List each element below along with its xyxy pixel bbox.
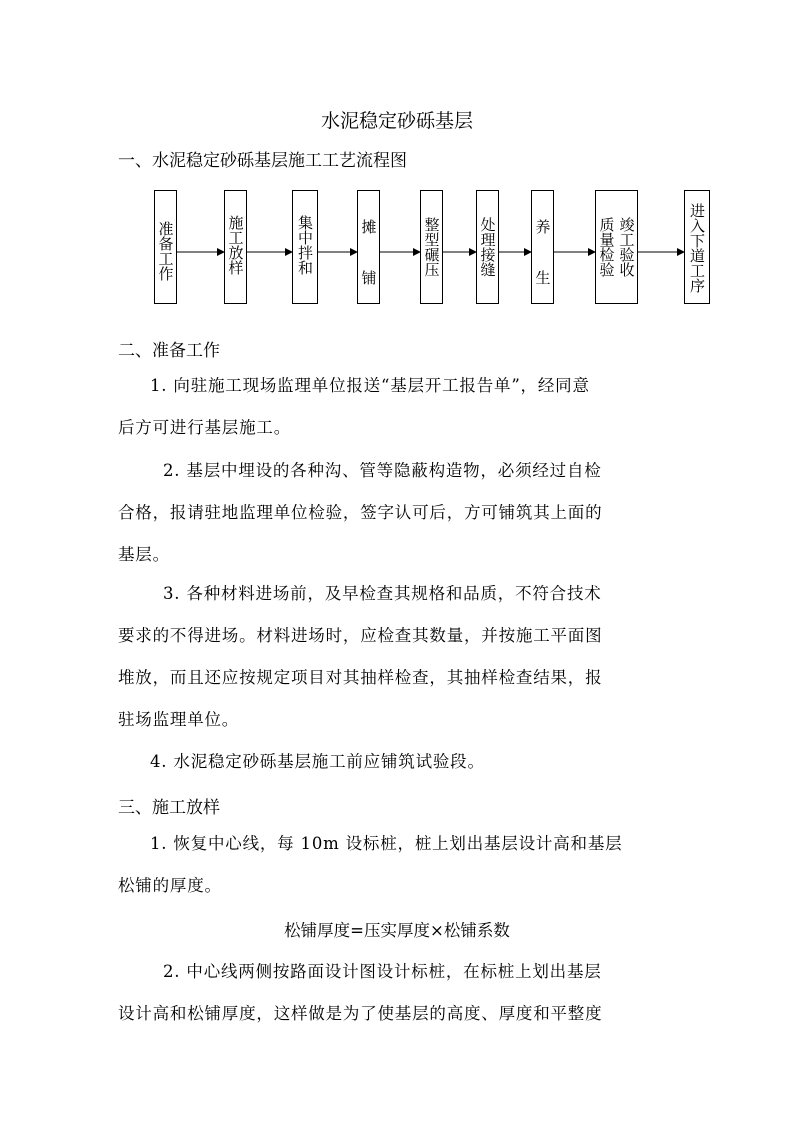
text-line: 基层。 xyxy=(118,545,170,564)
flow-step-label: 整型碾压 xyxy=(422,217,441,277)
flow-arrows xyxy=(0,0,794,330)
flow-step-compaction xyxy=(420,190,443,304)
paragraph-prep-1 xyxy=(118,365,676,449)
flow-step-label: 施工放样 xyxy=(226,215,245,275)
text-line: 堆放，而且还应按规定项目对其抽样检查，其抽样检查结果，报 xyxy=(118,668,603,687)
flow-step-label: 质量检验 xyxy=(597,217,616,277)
section-heading-flowchart: 一、水泥稳定砂砾基层施工工艺流程图 xyxy=(118,151,407,171)
flow-step-label: 养 生 xyxy=(533,219,552,285)
flow-step-curing xyxy=(531,190,554,304)
flow-step-label: 集中拌和 xyxy=(296,215,314,275)
paragraph-setout-2 xyxy=(118,951,676,1035)
flow-step-label: 竣工验收 xyxy=(617,217,636,277)
text-line: 1. 向驻施工现场监理单位报送“基层开工报告单”，经同意 xyxy=(150,376,590,395)
flow-step-label: 进入下道工序 xyxy=(688,203,706,293)
text-line: 松铺的厚度。 xyxy=(118,876,222,895)
flow-step-setout xyxy=(224,190,247,304)
flow-step-next xyxy=(684,190,710,304)
text-line: 驻场监理单位。 xyxy=(118,710,240,729)
text-line: 2. 中心线两侧按路面设计图设计标桩，在标桩上划出基层 xyxy=(163,962,602,981)
paragraph-prep-4 xyxy=(118,741,676,783)
paragraph-setout-1 xyxy=(118,823,676,907)
text-line: 3. 各种材料进场前，及早检查其规格和品质，不符合技术 xyxy=(163,584,602,603)
flow-step-label: 摊 铺 xyxy=(359,219,378,285)
document-title: 水泥稳定砂砾基层 xyxy=(320,110,473,132)
text-line: 后方可进行基层施工。 xyxy=(118,418,291,437)
paragraph-prep-3 xyxy=(118,573,676,741)
text-line: 4. 水泥稳定砂砾基层施工前应铺筑试验段。 xyxy=(150,752,485,771)
flow-step-mixing xyxy=(292,190,318,304)
section-heading-preparation: 二、准备工作 xyxy=(118,341,220,361)
paragraph-prep-2 xyxy=(118,450,676,576)
flow-step-paving xyxy=(357,190,380,304)
flow-step-joints xyxy=(476,190,499,304)
text-line: 1. 恢复中心线，每 10m 设标桩，桩上划出基层设计高和基层 xyxy=(150,834,623,853)
section-heading-setout: 三、施工放样 xyxy=(118,798,220,818)
text-line: 2. 基层中埋设的各种沟、管等隐蔽构造物，必须经过自检 xyxy=(163,461,602,480)
flow-step-label: 准备工作 xyxy=(156,221,175,281)
text-line: 要求的不得进场。材料进场时，应检查其数量，并按施工平面图 xyxy=(118,626,603,645)
text-line: 合格，报请驻地监理单位检验，签字认可后，方可铺筑其上面的 xyxy=(118,503,603,522)
formula-loose-thickness: 松铺厚度=压实厚度×松铺系数 xyxy=(284,921,510,940)
flow-step-inspection xyxy=(595,190,638,304)
process-flowchart xyxy=(0,0,794,330)
text-line: 设计高和松铺厚度，这样做是为了使基层的高度、厚度和平整度 xyxy=(118,1004,603,1023)
flow-step-prepare xyxy=(154,190,177,304)
flow-step-label: 处理接缝 xyxy=(478,217,497,277)
